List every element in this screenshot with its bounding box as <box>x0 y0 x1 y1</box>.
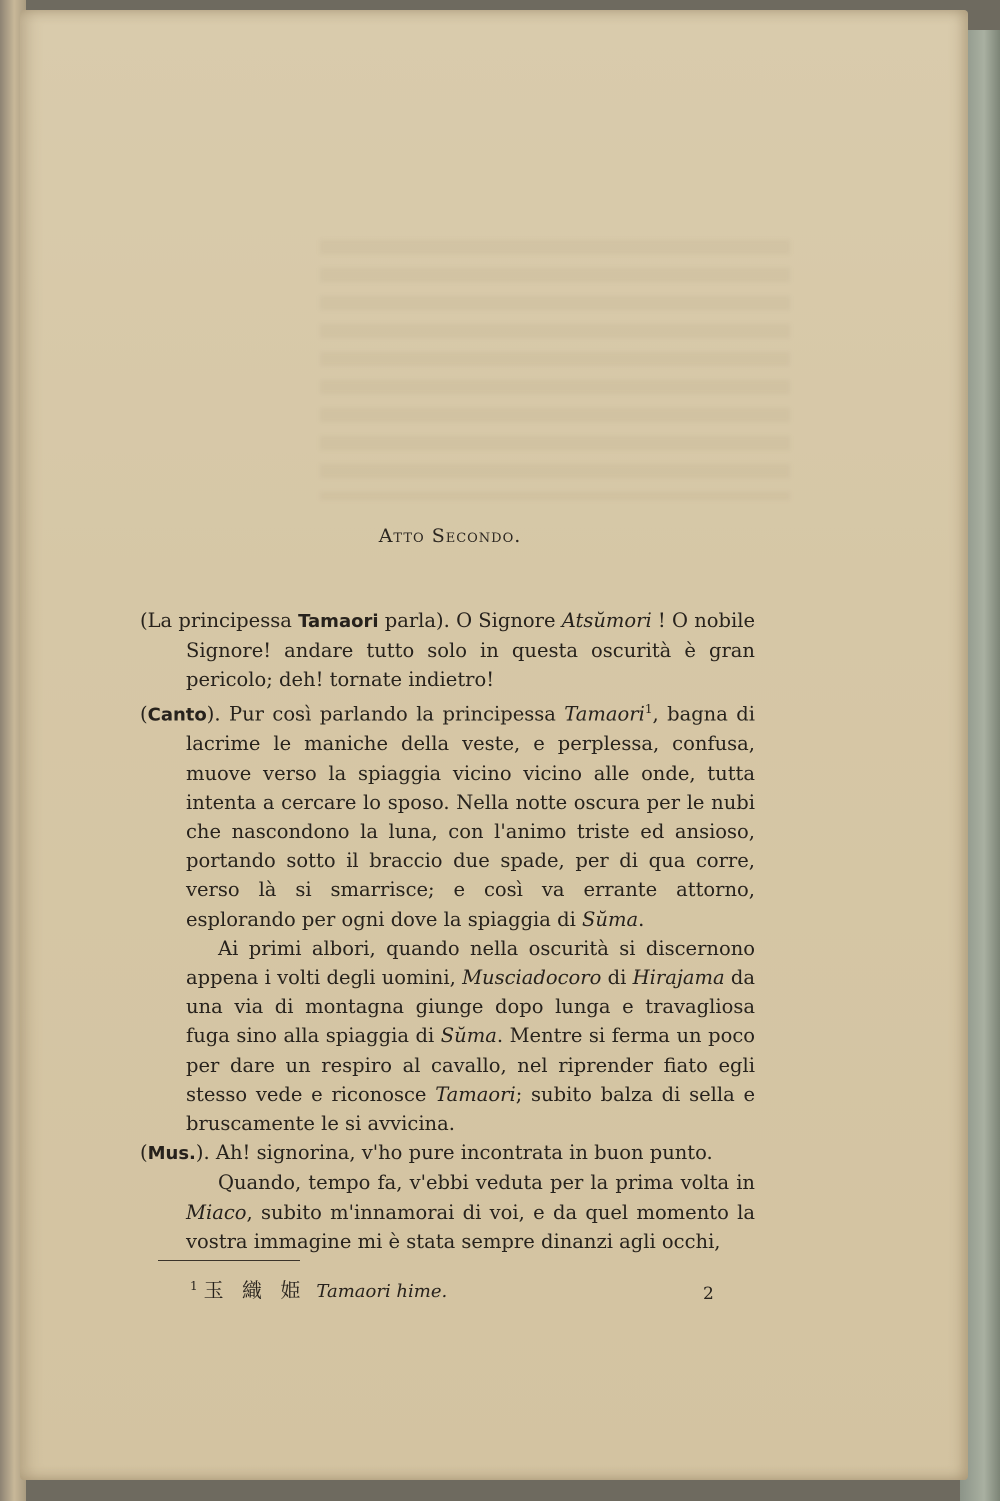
show-through-text <box>320 240 790 500</box>
page-number: 2 <box>703 1284 714 1304</box>
footnote-divider <box>158 1260 300 1261</box>
paragraph-1: (La principessa Tamaori parla). O Signore Atsŭmori ! O nobile Signore! andare tutto solo in questa oscurità è gran pericolo; deh! tornate indietro! <box>140 609 756 692</box>
paragraph-4: (Mus.). Ah! signorina, v'ho pure incontrata in buon punto. <box>140 1141 713 1165</box>
footnote-text: Tamaori hime. <box>316 1281 448 1302</box>
footnote-kanji: 玉 織 姫 <box>203 1278 307 1302</box>
footnote <box>190 1274 447 1303</box>
paragraph-2: (Canto). Pur così parlando la principessa Tamaori$^1$, bagna di lacrime le maniche della veste, e perplessa, confusa, muove verso la spiaggia vicino vicino alle onde, tutta intenta a cercare lo sposo. Nella notte oscura per le nubi che nascondono la luna, con l'animo triste ed ansioso, portando sotto il braccio due spade, per di qua corre, verso là si smarrisce; e così va errante attorno, esplorando per ogni dove la spiaggia di Sŭma. <box>140 701 755 931</box>
footnote-reference: 1 <box>644 701 653 716</box>
footnote-mark: 1 <box>190 1279 198 1293</box>
character-name: Musciadocoro <box>462 965 602 989</box>
paragraph-3: Ai primi albori, quando nella oscurità si discernono appena i volti degli uomini, Musciadocoro di Hirajama da una via di montagna giunge dopo lunga e travagliosa fuga sino alla spiaggia di Sŭma. Mentre si ferma un poco per dare un respiro al cavallo, nel riprender fiato egli stesso vede e riconosce Tamaori; subito balza di sella e bruscamente le si avvicina. <box>186 936 756 1135</box>
page-body <box>140 606 755 1256</box>
place-name: Sŭma <box>582 907 639 931</box>
place-name: Miaco <box>186 1200 247 1224</box>
character-name: Tamaori <box>435 1082 516 1106</box>
character-name: Atsŭmori <box>561 609 652 632</box>
character-name: Tamaori <box>564 702 645 726</box>
speaker-name: Mus. <box>147 1143 196 1165</box>
place-name: Sŭma <box>440 1024 497 1048</box>
paragraph-5: Quando, tempo fa, v'ebbi veduta per la prima volta in Miaco, subito m'innamorai di voi, e da quel momento la vostra immagine mi è stata sempre dinanzi agli occhi, <box>186 1171 755 1253</box>
act-heading: Atto Secondo. <box>378 525 522 547</box>
speaker-name: Tamaori <box>298 611 379 632</box>
place-name: Hirajama <box>632 965 725 989</box>
speaker-name: Canto <box>147 704 207 726</box>
